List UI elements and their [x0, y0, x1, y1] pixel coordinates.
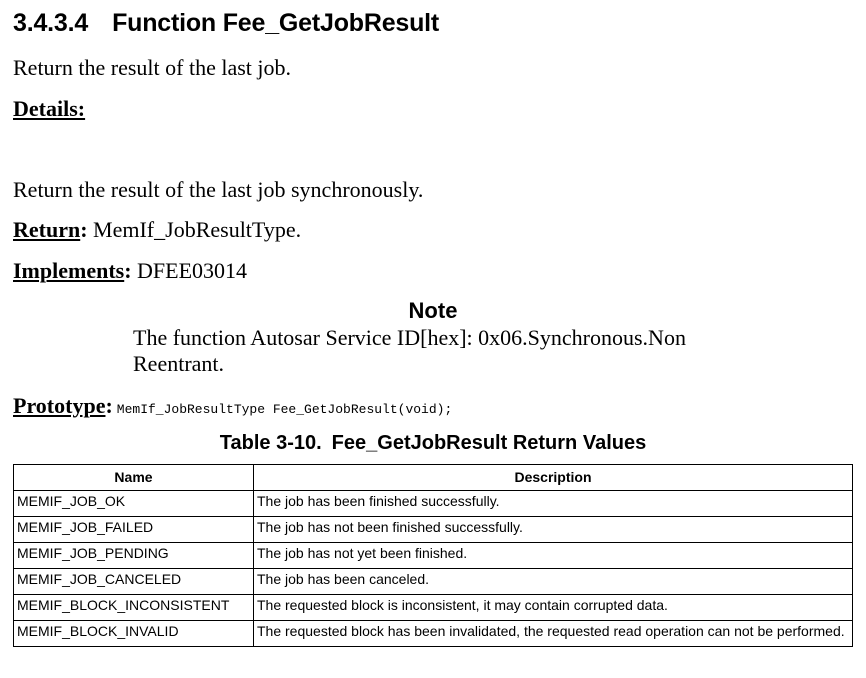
return-label: Return: [13, 217, 81, 242]
implements-value: DFEE03014: [137, 258, 248, 283]
cell-description: The job has not been finished successfully.: [254, 517, 853, 543]
note-text: The function Autosar Service ID[hex]: 0x06.Synchronous.Non Reentrant.: [133, 325, 686, 376]
cell-name: MEMIF_BLOCK_INVALID: [14, 621, 254, 647]
cell-description: The job has been canceled.: [254, 569, 853, 595]
section-title: Function Fee_GetJobResult: [112, 9, 440, 37]
cell-name: MEMIF_JOB_OK: [14, 491, 254, 517]
section-number: 3.4.3.4: [13, 9, 89, 37]
cell-name: MEMIF_JOB_CANCELED: [14, 569, 254, 595]
implements-colon: :: [124, 258, 132, 283]
implements-label: Implements: [13, 258, 125, 283]
details-text: Return the result of the last job synchronously.: [13, 177, 424, 202]
cell-name: MEMIF_JOB_FAILED: [14, 517, 254, 543]
column-header-name: Name: [14, 465, 254, 491]
table-row: [14, 595, 853, 621]
section-heading: [13, 9, 439, 38]
summary-text: Return the result of the last job.: [13, 55, 291, 80]
prototype-colon: :: [105, 393, 113, 418]
cell-name: MEMIF_JOB_PENDING: [14, 543, 254, 569]
column-header-description: Description: [254, 465, 853, 491]
prototype-label: Prototype: [13, 393, 106, 418]
prototype-line: [13, 393, 452, 419]
cell-description: The requested block is inconsistent, it may contain corrupted data.: [254, 595, 853, 621]
note-title: Note: [408, 298, 458, 323]
return-line: [13, 217, 301, 243]
table-row: [14, 517, 853, 543]
table-row: [14, 491, 853, 517]
table-row: [14, 621, 853, 647]
return-value: MemIf_JobResultType.: [93, 217, 302, 242]
cell-description: The job has not yet been finished.: [254, 543, 853, 569]
return-colon: :: [80, 217, 88, 242]
cell-description: The job has been finished successfully.: [254, 491, 853, 517]
return-values-table: [13, 464, 853, 647]
cell-name: MEMIF_BLOCK_INCONSISTENT: [14, 595, 254, 621]
table-row: [14, 543, 853, 569]
details-label: Details:: [13, 96, 86, 121]
table-row: [14, 569, 853, 595]
cell-description: The requested block has been invalidated, the requested read operation can not be performed.: [254, 621, 853, 647]
table-caption-title: Fee_GetJobResult Return Values: [331, 432, 647, 454]
table-header-row: [14, 465, 853, 491]
implements-line: [13, 258, 247, 284]
table-caption-number: Table 3-10.: [219, 432, 322, 454]
table-caption: [0, 432, 866, 455]
prototype-code: MemIf_JobResultType Fee_GetJobResult(void);: [116, 402, 453, 417]
